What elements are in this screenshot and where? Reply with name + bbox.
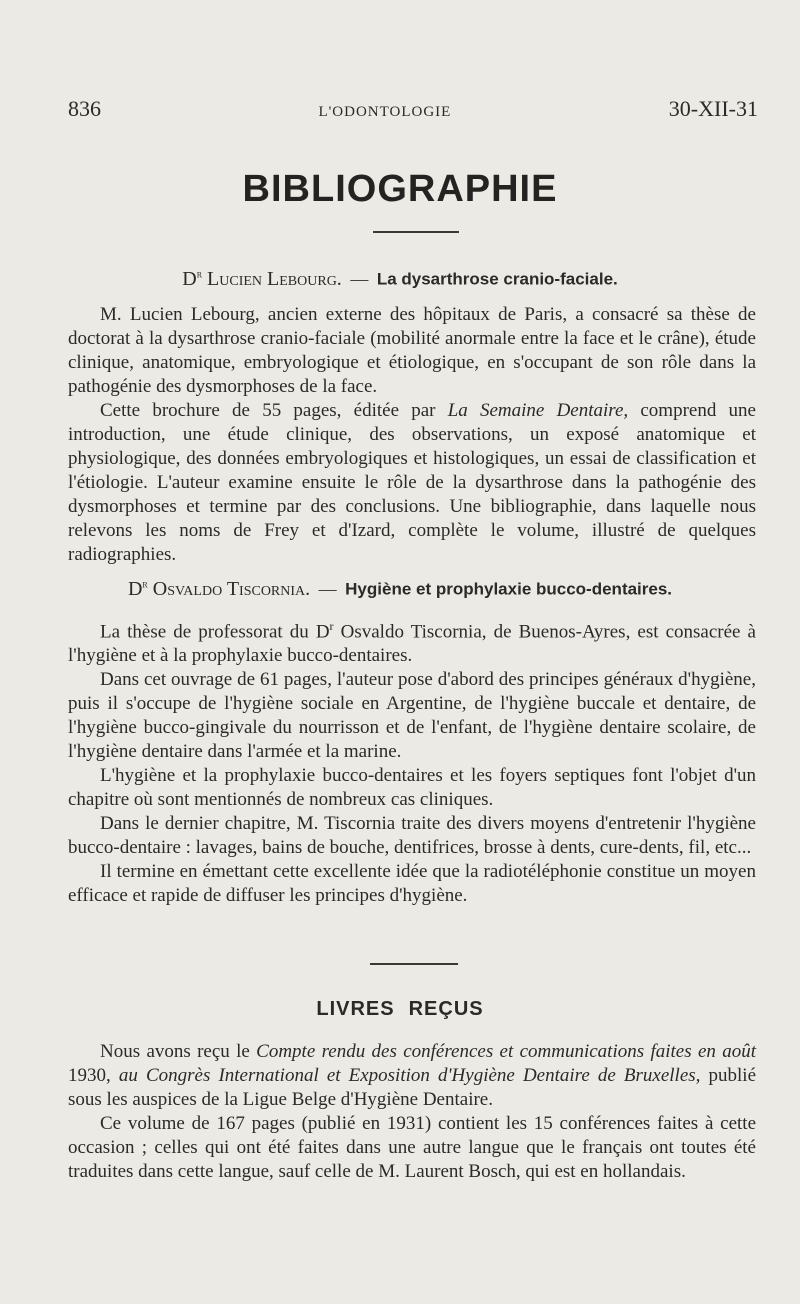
paragraph: Dans le dernier chapitre, M. Tiscornia traite des divers moyens d'entretenir l'hygiène bucco-dentaire : lavages, bains de bouche, dentifrices, brosse à dents, cure-dents, fil, etc... xyxy=(68,813,756,859)
livres-recus-body xyxy=(68,1040,756,1184)
entry-work-title: La dysarthrose cranio-faciale. xyxy=(376,269,618,289)
paragraph: Ce volume de 167 pages (publié en 1931) contient les 15 conférences faites à cette occasion ; celles qui ont été faites dans une autre langue que le français ont toutes été traduites dans cette langue, sauf celle de M. Laurent Bosch, qui est en hollandais. xyxy=(68,1113,756,1182)
journal-name: L'ODONTOLOGIE xyxy=(318,104,452,120)
page-title: BIBLIOGRAPHIE xyxy=(242,168,558,210)
entry-author: $D^r$ Lucien Lebourg. xyxy=(182,266,342,290)
paragraph: Nous avons reçu le Compte rendu des conférences et communications faites en août 1930, au Congrès International et Exposition d'Hygiène Dentaire de Bruxelles, publié sous les auspices de la Ligue Belge d'Hygiène Dentaire. xyxy=(68,1041,757,1110)
section-rule xyxy=(370,963,458,965)
issue-date: 30-XII-31 xyxy=(668,96,758,121)
paragraph: L'hygiène et la prophylaxie bucco-dentaires et les foyers septiques font l'objet d'un chapitre où sont mentionnés de nombreux cas cliniques. xyxy=(68,765,756,811)
entry-dash: — xyxy=(350,268,369,289)
title-rule xyxy=(373,231,459,233)
entry-author: $D^r$ Osvaldo Tiscornia. xyxy=(127,576,311,600)
paragraph: Dans cet ouvrage de 61 pages, l'auteur pose d'abord des principes généraux d'hygiène, puis il s'occupe de l'hygiène sociale en Argentine, de l'hygiène buccale et dentaire, de l'hygiène bucco-gingivale du nourrisson et de l'enfant, de l'hygiène dentaire scolaire, de l'hygiène dentaire dans l'armée et la marine. xyxy=(68,669,756,763)
entry-heading-tiscornia xyxy=(0,576,800,601)
entry-heading-lebourg xyxy=(0,266,800,291)
entry-body-tiscornia xyxy=(68,614,756,908)
paragraph: La thèse de professorat du $D^r$ Osvaldo Tiscornia, de Buenos-Ayres, est consacrée à l'hygiène et à la prophylaxie bucco-dentaires. xyxy=(68,619,756,667)
entry-work-title: Hygiène et prophylaxie bucco-dentaires. xyxy=(345,579,673,599)
paragraph: Il termine en émettant cette excellente idée que la radiotéléphonie constitue un moyen efficace et rapide de diffuser les principes d'hygiène. xyxy=(68,861,756,907)
entry-dash: — xyxy=(318,578,337,599)
section-title-livres-recus: LIVRES REÇUS xyxy=(316,998,484,1020)
page-number: 836 xyxy=(68,96,101,121)
running-head xyxy=(68,96,758,122)
paragraph: M. Lucien Lebourg, ancien externe des hôpitaux de Paris, a consacré sa thèse de doctorat à la dysarthrose cranio-faciale (mobilité anormale entre la face et le crâne), étude clinique, anatomique, embryologique et étiologique, en s'occupant de son rôle dans la pathogénie des dysmorphoses de la face. xyxy=(68,304,756,397)
paragraph: Cette brochure de 55 pages, éditée par La Semaine Dentaire, comprend une introduction, une étude clinique, des observations, un exposé anatomique et physiologique, des données embryologiques et histologiques, un essai de classification et l'étiologie. L'auteur examine ensuite le rôle de la dysarthrose dans la pathogénie des dysmorphoses et termine par des conclusions. Une bibliographie, dans laquelle nous relevons les noms de Frey et d'Izard, complète le volume, illustré de quelques radiographies. xyxy=(68,400,756,565)
entry-body-lebourg xyxy=(68,303,756,567)
